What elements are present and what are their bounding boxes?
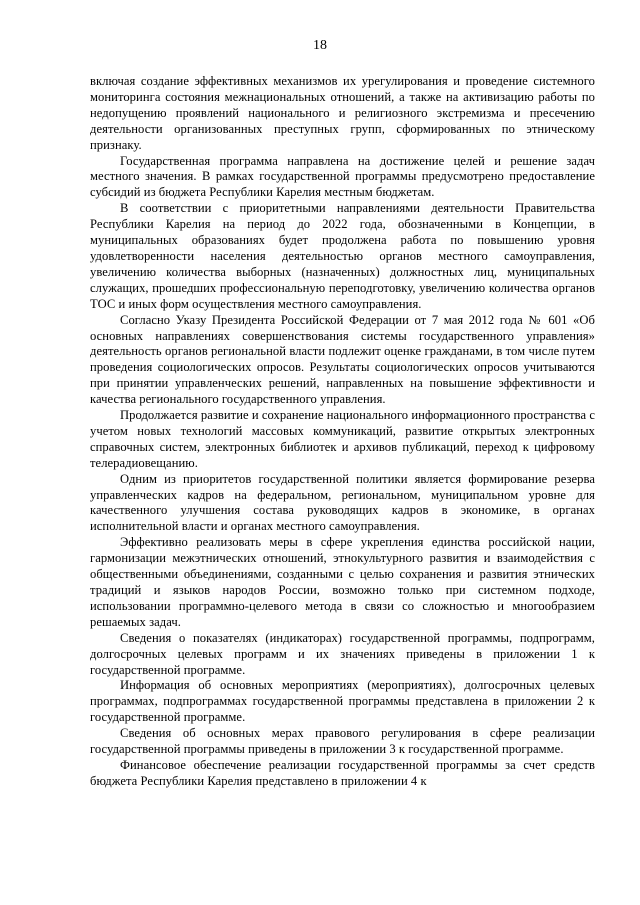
paragraph-program-goals: Государственная программа направлена на достижение целей и решение задач местного значения. В рамках государственной программы предусмотрено предоставление субсидий из бюджета Республики Карелия местным бюджетам. <box>90 153 595 200</box>
paragraph-financing-appendix-4: Финансовое обеспечение реализации государственной программы за счет средств бюджета Республики Карелия представлено в приложении 4 к <box>90 757 595 788</box>
paragraph-personnel-reserve: Одним из приоритетов государственной политики является формирование резерва управленческих кадров на федеральном, региональном, муниципальном уровне для качественного улучшения состава руководящих кадров в экономике, в органах исполнительной власти и органах местного самоуправления. <box>90 471 595 534</box>
paragraph-continuation: включая создание эффективных механизмов их урегулирования и проведение системного мониторинга состояния межнациональных отношений, а также на активизацию работы по недопущению проявлений национального и религиозного экстремизма и пресечению деятельности организованных преступных групп, сформированных по этническому признаку. <box>90 74 595 152</box>
paragraph-government-priorities: В соответствии с приоритетными направлениями деятельности Правительства Республики Карелия на период до 2022 года, обозначенными в Концепции, в муниципальных образованиях будет продолжена работа по повышению уровня удовлетворенности населения деятельностью органов местного самоуправления, увеличению количества выборных (назначенных) должностных лиц, муниципальных служащих, прошедших профессиональную переподготовку, увеличению количества органов ТОС и иных форм осуществления местного самоуправления. <box>90 201 595 311</box>
page-number: 18 <box>313 38 327 53</box>
paragraph-information-space: Продолжается развитие и сохранение национального информационного пространства с учетом новых технологий массовых коммуникаций, развитие открытых электронных справочных систем, электронных библиотек и архивов публикаций, переход к цифровому телерадиовещанию. <box>90 408 595 470</box>
paragraph-presidential-decree: Согласно Указу Президента Российской Федерации от 7 мая 2012 года № 601 «Об основных направлениях совершенствования системы государственного управления» деятельность органов региональной власти подлежит оценке гражданами, в том числе путем проведения социологических опросов. Результаты социологических опросов учитываются при принятии управленческих решений, направленных на повышение эффективности и качества регионального государственного управления. <box>90 312 595 407</box>
paragraph-national-unity: Эффективно реализовать меры в сфере укрепления единства российской нации, гармонизации межэтнических отношений, этнокультурного развития и взаимодействия с общественными объединениями, созданными с целью сохранения и развития этнических традиций и языков народов России, возможно только при системном подходе, использовании программно-целевого метода в связи со сложностью и многообразием решаемых задач. <box>90 535 595 629</box>
document-body <box>90 74 595 790</box>
paragraph-regulation-appendix-3: Сведения об основных мерах правового регулирования в сфере реализации государственной программы приведены в приложении 3 к государственной программе. <box>90 726 595 757</box>
paragraph-indicators-appendix-1: Сведения о показателях (индикаторах) государственной программы, подпрограмм, долгосрочных целевых программ и их значениях приведены в приложении 1 к государственной программе. <box>90 630 595 677</box>
paragraph-activities-appendix-2: Информация об основных мероприятиях (мероприятиях), долгосрочных целевых программах, подпрограммах государственной программы представлена в приложении 2 к государственной программе. <box>90 678 595 725</box>
